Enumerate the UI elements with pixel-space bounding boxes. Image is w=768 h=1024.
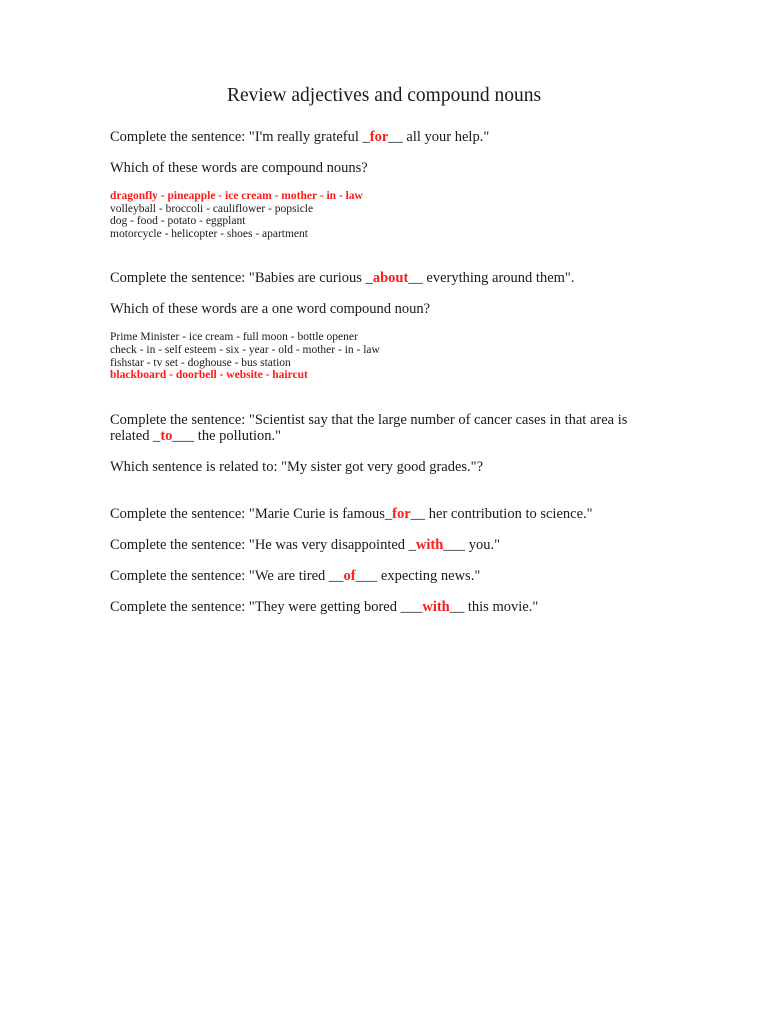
question-4: Which of these words are a one word compound noun?: [110, 301, 431, 318]
question-5-prefix: Complete the sentence: "Scientist say that the large number of cancer cases in that area is related _: [110, 411, 628, 444]
question-9-answer: of: [343, 567, 356, 584]
question-5-answer: to: [160, 427, 173, 444]
question-1-suffix: __ all your help.": [388, 129, 490, 145]
question-8-suffix: ___ you.": [443, 536, 500, 553]
question-9-suffix: ___ expecting news.": [355, 567, 481, 584]
option-row: Prime Minister - ice cream - full moon - bottle opener: [110, 331, 358, 344]
question-7-suffix: __ her contribution to science.": [410, 505, 593, 522]
question-3: [110, 270, 640, 286]
question-6: Which sentence is related to: "My sister got very good grades."?: [110, 458, 484, 475]
question-7-answer: for: [392, 505, 411, 522]
question-8: [110, 537, 640, 553]
quiz-content: [110, 129, 640, 615]
question-3-answer: about: [372, 270, 409, 287]
question-3-suffix: __ everything around them".: [408, 270, 575, 287]
question-4-options: [110, 331, 640, 381]
question-5: [110, 412, 640, 444]
question-8-answer: with: [415, 536, 444, 553]
question-2: Which of these words are compound nouns?: [110, 160, 368, 176]
question-7-prefix: Complete the sentence: "Marie Curie is famous_: [110, 505, 393, 522]
page-title: Review adjectives and compound nouns: [226, 85, 542, 106]
question-1: [110, 129, 640, 145]
option-row-correct: blackboard - doorbell - website - haircut: [110, 369, 308, 382]
question-10-prefix: Complete the sentence: "They were getting bored ___: [110, 598, 423, 615]
question-2-options: [110, 190, 640, 240]
question-9: [110, 568, 640, 584]
option-row: fishstar - tv set - doghouse - bus station: [110, 356, 291, 369]
option-row-correct: dragonfly - pineapple - ice cream - mother - in - law: [110, 190, 363, 202]
option-row: dog - food - potato - eggplant: [110, 215, 246, 228]
option-row: check - in - self esteem - six - year - old - mother - in - law: [110, 343, 380, 356]
question-10: [110, 599, 640, 615]
question-1-prefix: Complete the sentence: "I'm really grateful _: [110, 129, 370, 145]
question-5-suffix: ___ the pollution.": [172, 427, 282, 444]
option-row: volleyball - broccoli - cauliflower - popsicle: [110, 202, 314, 215]
question-10-answer: with: [422, 598, 450, 615]
question-1-answer: for: [369, 129, 389, 145]
option-row: motorcycle - helicopter - shoes - apartment: [110, 227, 308, 240]
question-7: [110, 506, 640, 522]
question-9-prefix: Complete the sentence: "We are tired __: [110, 567, 344, 584]
question-3-prefix: Complete the sentence: "Babies are curious _: [110, 270, 373, 287]
question-8-prefix: Complete the sentence: "He was very disappointed _: [110, 536, 416, 553]
question-10-suffix: __ this movie.": [449, 598, 539, 615]
